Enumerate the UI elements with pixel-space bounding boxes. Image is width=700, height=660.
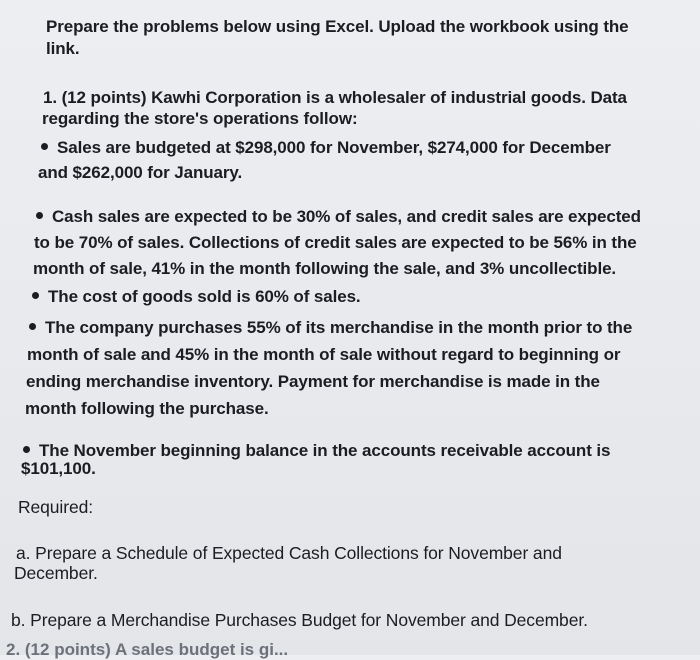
next-problem-cutoff: 2. (12 points) A sales budget is gi... [6,640,289,659]
bullet-cash-sales-line-3: month of sale, 41% in the month following the sale, and 3% uncollectible. [33,259,617,278]
bullet-purchases-line-2: month of sale and 45% in the month of sale without regard to beginning or [27,345,621,364]
bullet-sales-line-1: Sales are budgeted at $298,000 for November, $274,000 for December [41,138,611,158]
requirement-b-line-1: b. Prepare a Merchandise Purchases Budget for November and December. [11,610,588,630]
intro-line-1: Prepare the problems below using Excel. Upload the workbook using the [46,17,629,36]
bullet-ar-balance-line-1: The November beginning balance in the accounts receivable account is [23,441,610,461]
bullet-cogs-line-1: The cost of goods sold is 60% of sales. [32,287,361,307]
bullet-purchases-line-1: The company purchases 55% of its merchandise in the month prior to the [29,318,632,338]
requirement-a-line-2: December. [14,563,98,583]
requirement-a-line-1: a. Prepare a Schedule of Expected Cash Collections for November and [16,543,562,563]
bullet-ar-balance-line-2: $101,100. [21,459,96,478]
problem1-header-line-1: 1. (12 points) Kawhi Corporation is a wholesaler of industrial goods. Data [43,88,627,107]
bullet-cash-sales-line-1: Cash sales are expected to be 30% of sales, and credit sales are expected [36,207,641,227]
bullet-sales-line-2: and $262,000 for January. [38,163,243,182]
bullet-purchases-line-3: ending merchandise inventory. Payment for merchandise is made in the [26,372,600,391]
bullet-purchases-line-4: month following the purchase. [25,399,269,418]
bullet-cash-sales-line-2: to be 70% of sales. Collections of credit sales are expected to be 56% in the [34,233,637,252]
required-label: Required: [18,497,93,517]
problem1-header-line-2: regarding the store's operations follow: [42,109,358,128]
intro-line-2: link. [46,39,80,58]
